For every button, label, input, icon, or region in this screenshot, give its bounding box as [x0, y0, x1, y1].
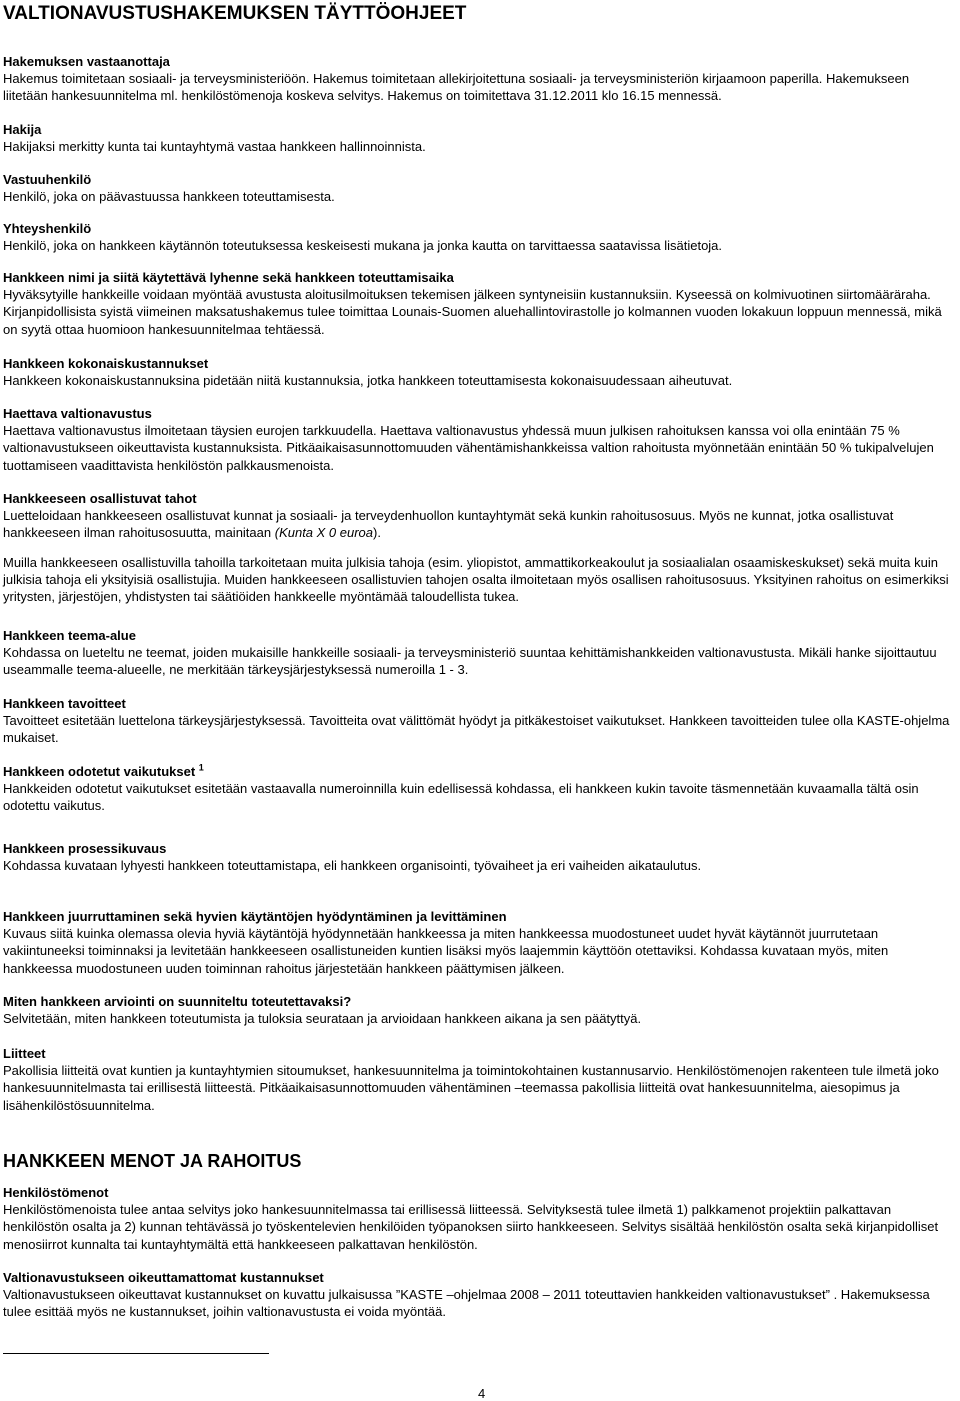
- section-text: Pakollisia liitteitä ovat kuntien ja kuntayhtymien sitoumukset, hankesuunnitelma ja toimintokohtainen kustannusarvio. Henkilöstömenojen rakenteen tule ilmetä joko hankesuunnitelmasta tai erillisestä liitteestä. Pitkäaikaisasunnottomuuden vähentäminen –teemassa pakollisia liitteitä ovat hankesuunnitelma, aiesopimus ja lisähenkilöstösuunnitelma.: [3, 1063, 939, 1113]
- section-haettava-valtionavustus: [3, 405, 955, 474]
- section-hankkeen-nimi: [3, 269, 955, 338]
- section-heading: Hankkeen juurruttaminen sekä hyvien käytäntöjen hyödyntäminen ja levittäminen: [3, 909, 507, 924]
- section-heading: Hakemuksen vastaanottaja: [3, 54, 170, 69]
- section-arviointi: [3, 993, 955, 1027]
- section-heading: Hankkeen nimi ja siitä käytettävä lyhenne sekä hankkeen toteuttamisaika: [3, 270, 454, 285]
- document-title: VALTIONAVUSTUSHAKEMUKSEN TÄYTTÖOHJEET: [3, 3, 467, 24]
- section-teema-alue: [3, 627, 955, 679]
- section-heading: Miten hankkeen arviointi on suunniteltu toteutettavaksi?: [3, 994, 352, 1009]
- section-juurruttaminen: [3, 908, 955, 977]
- section-text: Henkilö, joka on hankkeen käytännön toteutuksessa keskeisesti mukana ja jonka kautta on tarvittaessa saatavissa lisätietoja.: [3, 238, 723, 254]
- section-oikeuttamattomat-kustannukset: [3, 1269, 955, 1321]
- section-yhteyshenkilo: [3, 220, 955, 254]
- section-text: Henkilö, joka on päävastuussa hankkeen toteuttamisesta.: [3, 189, 335, 205]
- section-odotetut-vaikutukset: [3, 763, 955, 815]
- section-henkilostomenot: [3, 1184, 955, 1253]
- section-text: Valtionavustukseen oikeuttavat kustannukset on kuvattu julkaisussa ”KASTE –ohjelmaa 2008 – 2011 toteuttavien hankkeiden valtionavustukset” . Hakemuksessa tulee esittää myös ne kustannukset, joihin valtionavustusta ei voida myöntää.: [3, 1287, 930, 1320]
- section-vastuuhenkilo: [3, 171, 955, 205]
- section-heading: Henkilöstömenot: [3, 1185, 109, 1200]
- section-heading: Hankkeen teema-alue: [3, 628, 136, 643]
- footnote-mark: 1: [198, 762, 204, 773]
- footnote-separator: [3, 1353, 269, 1354]
- page-number: 4: [478, 1386, 486, 1401]
- section-text: Haettava valtionavustus ilmoitetaan täysien eurojen tarkkuudella. Haettava valtionavustus yhdessä muun julkisen rahoituksen kanssa voi olla enintään 75 % valtionavustukseen oikeuttavista kustannuksista. Pitkäaikaisasunnottomuuden vähentämishankkeissa valtion rahoitusta myönnetään enintään 50 % tukipalvelujen tuottamiseen vaadittavista henkilöstön palkkausmenoista.: [3, 423, 934, 473]
- section-heading: Haettava valtionavustus: [3, 406, 152, 421]
- section-liitteet: [3, 1045, 955, 1114]
- section-heading: Yhteyshenkilö: [3, 221, 92, 236]
- section-heading: Hankkeen kokonaiskustannukset: [3, 356, 209, 371]
- section-hakemuksen-vastaanottaja: [3, 53, 955, 105]
- section-heading: [3, 763, 955, 780]
- section-text: Kohdassa on lueteltu ne teemat, joiden mukaisille hankkeille sosiaali- ja terveysministeriö suuntaa kehittämishankkeiden valtionavustusta. Mikäli hanke sijoittautuu useammalle teema-alueelle, ne merkitään tärkeysjärjestyksessä numeroilla 1 - 3.: [3, 645, 937, 678]
- section-hakija: [3, 121, 955, 155]
- section-text: Hyväksytyille hankkeille voidaan myöntää avustusta aloitusilmoituksen tekemisen jälkeen syntyneisiin kustannuksiin. Kyseessä on kolmivuotinen siirtomääräraha. Kirjanpidollisista syistä viimeinen maksatushakemus tulee toimittaa Lounais-Suomen aluehallintovirastolle jo kolmannen vuoden lokakuun loppuun mennessä, mikä on syytä ottaa huomioon hankesuunnitelmaa tehtäessä.: [3, 287, 942, 337]
- text-run: ).: [373, 525, 381, 541]
- section-text-2: Muilla hankkeeseen osallistuvilla tahoilla tarkoitetaan muita julkisia tahoja (esim. yliopistot, ammattikorkeakoulut ja sosiaalialan osaamiskeskukset) sekä muita kuin julkisia tahoja eli yksityisiä osallistujia. Muiden hankkeeseen osallistuvien tahojen osalta ilmoitetaan myös osallisen rahoitusosuus. Yksityinen rahoitus on esimerkiksi yritysten, järjestöjen, yhdistysten tai säätiöiden hankkeelle myöntämää taloudellista tukea.: [3, 554, 949, 605]
- section-kokonaiskustannukset: [3, 355, 955, 389]
- section-text: Kohdassa kuvataan lyhyesti hankkeen toteuttamistapa, eli hankkeen organisointi, työvaiheet ja eri vaiheiden aikataulutus.: [3, 858, 702, 874]
- section-heading: Hankkeen tavoitteet: [3, 696, 126, 711]
- section-text: Hankkeiden odotetut vaikutukset esitetään vastaavalla numeroinnilla kuin edellisessä kohdassa, eli hankkeen kukin tavoite täsmennetään kuvaamalla tältä osin odotettu vaikutus.: [3, 781, 919, 814]
- section-heading: Vastuuhenkilö: [3, 172, 92, 187]
- section-heading: Hakija: [3, 122, 42, 137]
- section-text: [3, 507, 955, 541]
- section-text: Selvitetään, miten hankkeen toteutumista ja tuloksia seurataan ja arvioidaan hankkeen aikana ja sen päätyttyä.: [3, 1011, 642, 1027]
- section-text: Hankkeen kokonaiskustannuksina pidetään niitä kustannuksia, jotka hankkeen toteuttamisesta kokonaisuudessaan aiheutuvat.: [3, 373, 733, 389]
- section-text: Hakemus toimitetaan sosiaali- ja terveysministeriöön. Hakemus toimitetaan allekirjoitettuna sosiaali- ja terveysministeriön kirjaamoon paperilla. Hakemukseen liitetään hankesuunnitelma ml. henkilöstömenoja koskeva selvitys. Hakemus on toimitettava 31.12.2011 klo 16.15 mennessä.: [3, 71, 910, 104]
- section-tavoitteet: [3, 695, 955, 747]
- section-heading: Hankkeeseen osallistuvat tahot: [3, 491, 197, 506]
- italic-example: (Kunta X 0 euroa: [274, 525, 374, 541]
- section-text: Kuvaus siitä kuinka olemassa olevia hyviä käytäntöjä hyödynnetään hankkeessa ja miten hankkeessa muodostuneet uudet hyvät käytännöt juurrutetaan vakiintuneeksi toiminnaksi ja levitetään hankkeeseen osallistuneiden kuntien lisäksi myös laajemmin käyttöön otettaviksi. Kohdassa kuvataan myös, miten hankkeessa muodostuneen uuden toiminnan rahoitus järjestetään hankkeen päättymisen jälkeen.: [3, 926, 889, 976]
- section-heading: Valtionavustukseen oikeuttamattomat kustannukset: [3, 1270, 324, 1285]
- text-run: Luetteloidaan hankkeeseen osallistuvat kunnat ja sosiaali- ja terveydenhuollon kuntayhtymät sekä kunkin rahoitusosuus. Myös ne kunnat, jotka osallistuvat hankkeeseen ilman rahoitusosuutta, mainitaan: [3, 508, 894, 541]
- section-text: Tavoitteet esitetään luettelona tärkeysjärjestyksessä. Tavoitteita ovat välittömät hyödyt ja pitkäkestoiset vaikutukset. Hankkeen tavoitteiden tulee olla KASTE-ohjelma mukaiset.: [3, 713, 950, 746]
- section-text: Hakijaksi merkitty kunta tai kuntayhtymä vastaa hankkeen hallinnoinnista.: [3, 139, 426, 155]
- part-title: HANKKEEN MENOT JA RAHOITUS: [3, 1151, 302, 1171]
- section-heading: Liitteet: [3, 1046, 46, 1061]
- section-osallistuvat-tahot: [3, 490, 955, 605]
- section-heading: Hankkeen prosessikuvaus: [3, 841, 167, 856]
- section-text: Henkilöstömenoista tulee antaa selvitys joko hankesuunnitelmassa tai erillisessä liitteessä. Selvityksestä tulee ilmetä 1) palkkamenot projektiin palkattavan henkilöstön osalta ja 2) kunnan tehtävässä jo työskentelevien henkilöiden työpanoksen siirto hankkeeseen. Selvitys sisältää henkilöstön osalta sekä kirjanpidolliset menosiirrot kunnalta tai kuntayhtymältä että hankkeeseen palkattavan henkilöstön.: [3, 1202, 939, 1252]
- section-prosessikuvaus: [3, 840, 955, 874]
- heading-text: Hankkeen odotetut vaikutukset: [3, 764, 196, 779]
